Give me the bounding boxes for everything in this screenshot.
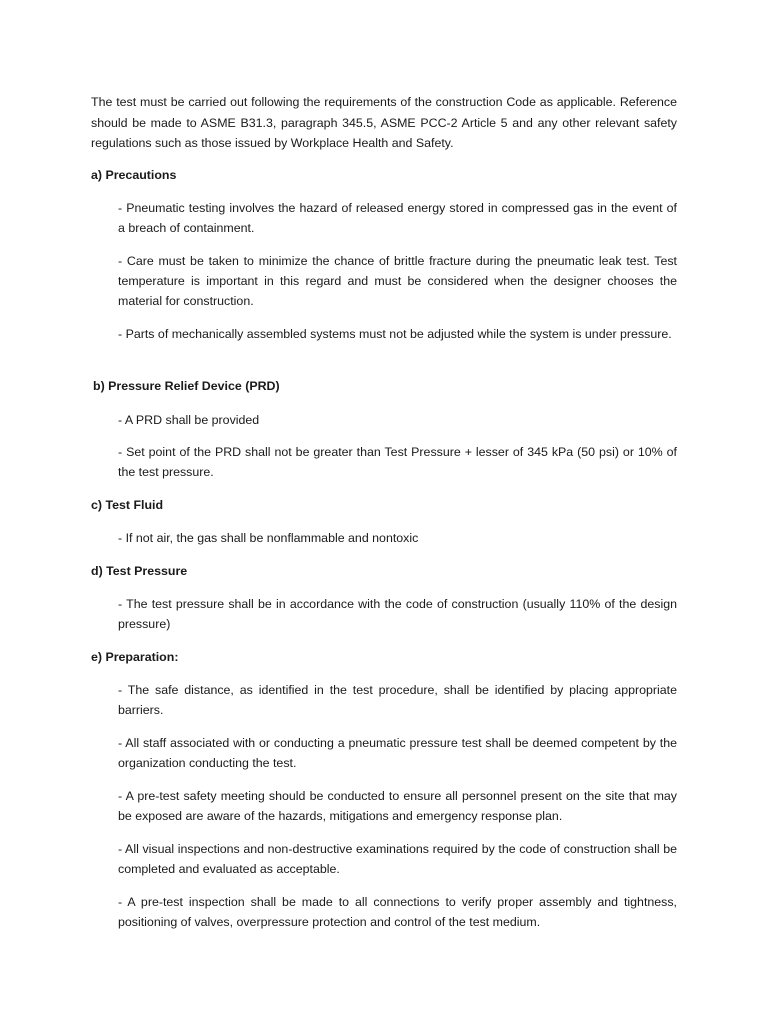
intro-paragraph: The test must be carried out following the requirements of the construction Code as applicable. Reference should be made to ASME B31.3, paragraph 345.5, ASME PCC-2 Article 5 and any other relevant safety regulations such as those issued by Workplace Health and Safety. (91, 95, 677, 150)
heading-test-fluid: c) Test Fluid (91, 498, 164, 512)
pressure-item-1: - The test pressure shall be in accordance with the code of construction (usually 110% of the design pressure) (118, 597, 677, 631)
fluid-item-1: - If not air, the gas shall be nonflammable and nontoxic (118, 531, 419, 545)
precautions-item-1: - Pneumatic testing involves the hazard of released energy stored in compressed gas in the event of a breach of containment. (118, 201, 677, 235)
heading-precautions: a) Precautions (91, 168, 177, 182)
preparation-item-1: - The safe distance, as identified in the test procedure, shall be identified by placing appropriate barriers. (118, 683, 677, 717)
heading-prd: b) Pressure Relief Device (PRD) (93, 379, 280, 393)
prd-item-2: - Set point of the PRD shall not be greater than Test Pressure + lesser of 345 kPa (50 psi) or 10% of the test pressure. (118, 445, 677, 479)
prd-item-1: - A PRD shall be provided (118, 413, 260, 427)
heading-preparation: e) Preparation: (91, 650, 179, 664)
heading-test-pressure: d) Test Pressure (91, 564, 188, 578)
preparation-item-3: - A pre-test safety meeting should be conducted to ensure all personnel present on the site that may be exposed are aware of the hazards, mitigations and emergency response plan. (118, 789, 677, 823)
preparation-item-5: - A pre-test inspection shall be made to all connections to verify proper assembly and tightness, positioning of valves, overpressure protection and control of the test medium. (118, 895, 677, 929)
precautions-item-2: - Care must be taken to minimize the chance of brittle fracture during the pneumatic leak test. Test temperature is important in this regard and must be considered when the designer chooses the material for construction. (118, 254, 677, 308)
preparation-item-4: - All visual inspections and non-destructive examinations required by the code of construction shall be completed and evaluated as acceptable. (118, 842, 677, 876)
preparation-item-2: - All staff associated with or conducting a pneumatic pressure test shall be deemed competent by the organization conducting the test. (118, 736, 677, 770)
precautions-item-3: - Parts of mechanically assembled systems must not be adjusted while the system is under pressure. (118, 327, 672, 341)
